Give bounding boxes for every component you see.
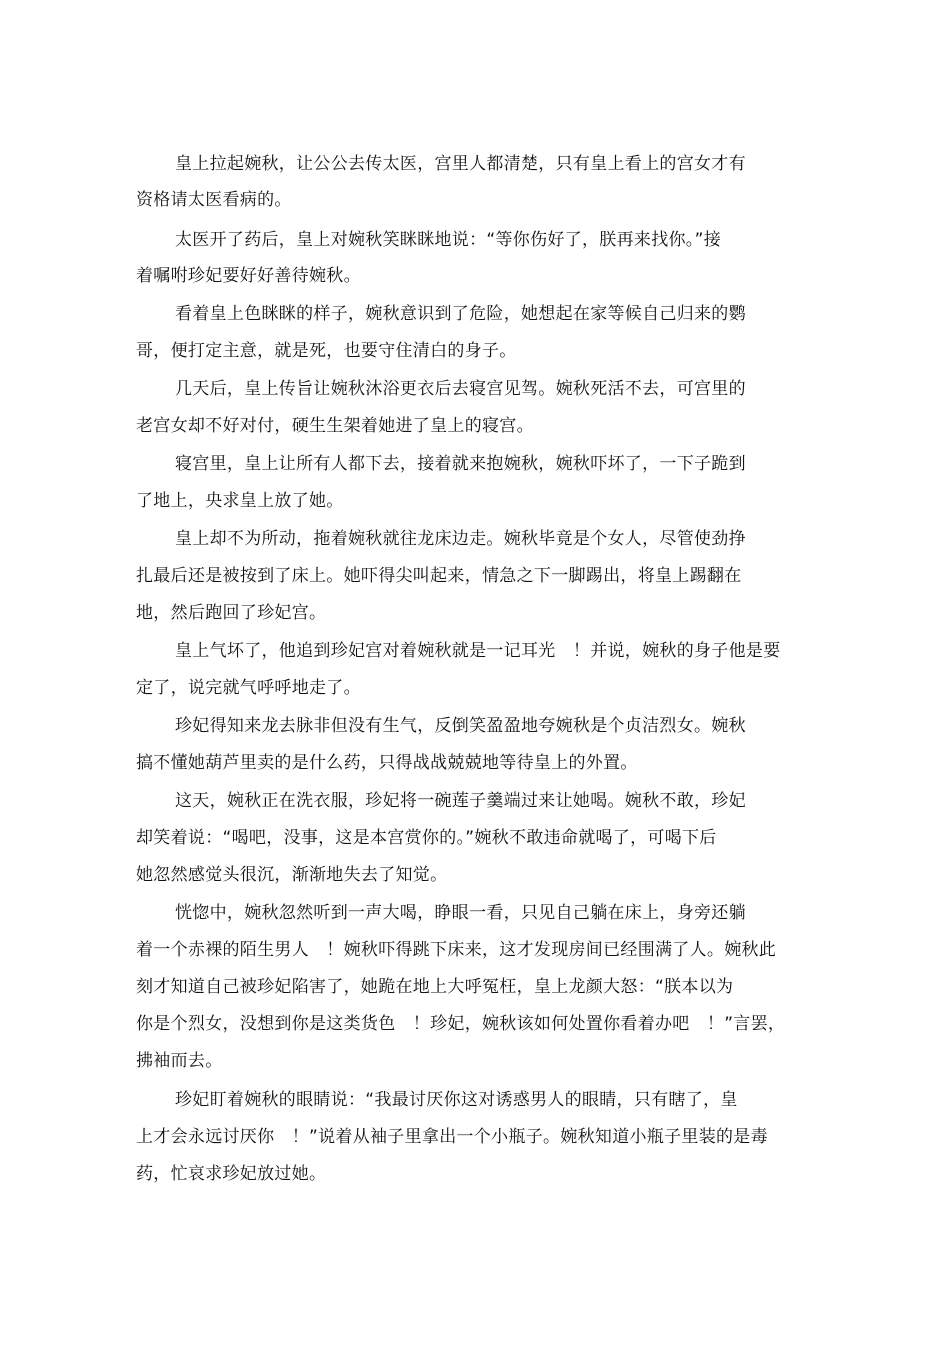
text-line: 这天，婉秋正在洗衣服，珍妃将一碗莲子羹端过来让她喝。婉秋不敢，珍妃	[175, 791, 746, 811]
text-line: 药，忙哀求珍妃放过她。	[136, 1164, 327, 1184]
text-line: 老宫女却不好对付，硬生生架着她进了皇上的寝宫。	[136, 416, 534, 436]
text-line: 皇上却不为所动，拖着婉秋就往龙床边走。婉秋毕竟是个女人，尽管使劲挣	[175, 529, 746, 549]
text-line: 却笑着说：“喝吧，没事，这是本宫赏你的。”婉秋不敢违命就喝了，可喝下后	[136, 828, 717, 848]
text-line: 你是个烈女，没想到你是这类货色 ！珍妃，婉秋该如何处置你看着办吧 ！”言罢，	[136, 1014, 786, 1034]
text-line: 哥，便打定主意，就是死，也要守住清白的身子。	[136, 341, 517, 361]
text-line: 着一个赤裸的陌生男人 ！婉秋吓得跳下床来，这才发现房间已经围满了人。婉秋此	[136, 940, 777, 960]
text-line: 了地上，央求皇上放了她。	[136, 491, 344, 511]
text-line: 皇上气坏了，他追到珍妃宫对着婉秋就是一记耳光 ！并说，婉秋的身子他是要	[175, 641, 781, 661]
text-line: 她忽然感觉头很沉，渐渐地失去了知觉。	[136, 865, 448, 885]
text-line: 刻才知道自己被珍妃陷害了，她跪在地上大呼冤枉，皇上龙颜大怒：“朕本以为	[136, 977, 734, 997]
text-line: 皇上拉起婉秋，让公公去传太医，宫里人都清楚，只有皇上看上的宫女才有	[175, 154, 746, 174]
text-line: 资格请太医看病的。	[136, 190, 292, 210]
text-line: 扎最后还是被按到了床上。她吓得尖叫起来，情急之下一脚踢出，将皇上踢翻在	[136, 566, 742, 586]
text-line: 珍妃盯着婉秋的眼睛说：“我最讨厌你这对诱惑男人的眼睛，只有瞎了，皇	[175, 1090, 738, 1110]
text-line: 着嘱咐珍妃要好好善待婉秋。	[136, 266, 361, 286]
text-line: 寝宫里，皇上让所有人都下去，接着就来抱婉秋，婉秋吓坏了，一下子跪到	[175, 454, 746, 474]
text-line: 拂袖而去。	[136, 1051, 223, 1071]
text-line: 太医开了药后，皇上对婉秋笑眯眯地说：“等你伤好了，朕再来找你。”接	[175, 230, 722, 250]
text-line: 定了，说完就气呼呼地走了。	[136, 678, 361, 698]
text-line: 地，然后跑回了珍妃宫。	[136, 603, 327, 623]
text-line: 恍惚中，婉秋忽然听到一声大喝，睁眼一看，只见自己躺在床上，身旁还躺	[175, 903, 746, 923]
text-line: 上才会永远讨厌你 ！”说着从袖子里拿出一个小瓶子。婉秋知道小瓶子里装的是毒	[136, 1127, 768, 1147]
text-line: 珍妃得知来龙去脉非但没有生气，反倒笑盈盈地夸婉秋是个贞洁烈女。婉秋	[175, 716, 746, 736]
text-line: 看着皇上色眯眯的样子，婉秋意识到了危险，她想起在家等候自己归来的鹦	[175, 304, 746, 324]
text-line: 几天后，皇上传旨让婉秋沐浴更衣后去寝宫见驾。婉秋死活不去，可宫里的	[175, 379, 746, 399]
text-line: 搞不懂她葫芦里卖的是什么药，只得战战兢兢地等待皇上的外置。	[136, 753, 638, 773]
